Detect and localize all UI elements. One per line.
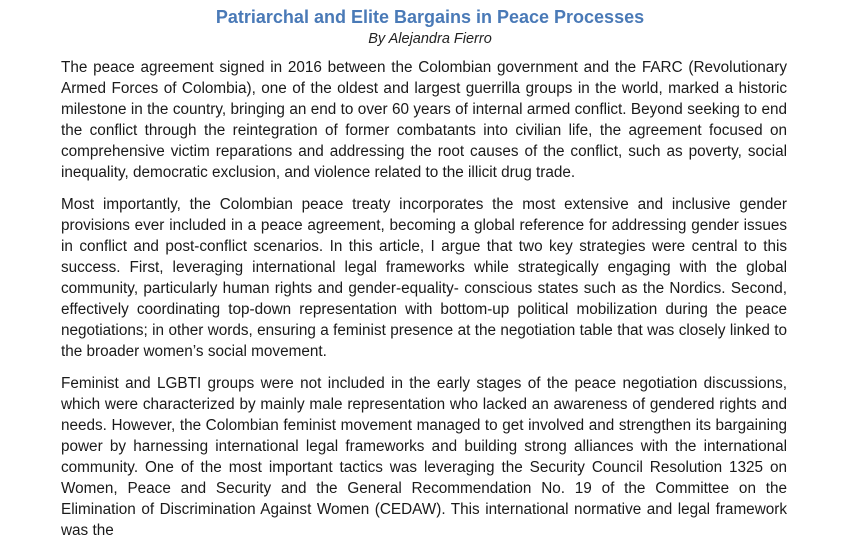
- paragraph: Feminist and LGBTI groups were not included in the early stages of the peace negotiation discussions, which were characterized by mainly male representation who lacked an awareness of gendered rights and needs. However, the Colombian feminist movement managed to get involved and strengthen its bargaining power by harnessing international legal frameworks and building strong alliances with the international community. One of the most important tactics was leveraging the Security Council Resolution 1325 on Women, Peace and Security and the General Recommendation No. 19 of the Committee on the Elimination of Discrimination Against Women (CEDAW). This international normative and legal framework was the: [61, 375, 787, 539]
- article-title: Patriarchal and Elite Bargains in Peace Processes: [215, 7, 645, 27]
- paragraph: The peace agreement signed in 2016 between the Colombian government and the FARC (Revolutionary Armed Forces of Colombia), one of the oldest and largest guerrilla groups in the world, marked a historic milestone in the country, bringing an end to over 60 years of internal armed conflict. Beyond seeking to end the conflict through the reintegration of former combatants into civilian life, the agreement focused on comprehensive victim reparations and addressing the root causes of the conflict, such as poverty, social inequality, democratic exclusion, and violence related to the illicit drug trade.: [61, 59, 787, 181]
- paragraph: Most importantly, the Colombian peace treaty incorporates the most extensive and inclusive gender provisions ever included in a peace agreement, becoming a global reference for addressing gender issues in conflict and post-conflict scenarios. In this article, I argue that two key strategies were central to this success. First, leveraging international legal frameworks while strategically engaging with the global community, particularly human rights and gender-equality- conscious states such as the Nordics. Second, effectively coordinating top-down representation with bottom-up political mobilization during the peace negotiations; in other words, ensuring a feminist presence at the negotiation table that was closely linked to the broader women’s social movement.: [61, 196, 787, 360]
- article-author: By Alejandra Fierro: [368, 31, 492, 47]
- article-body: [61, 57, 787, 552]
